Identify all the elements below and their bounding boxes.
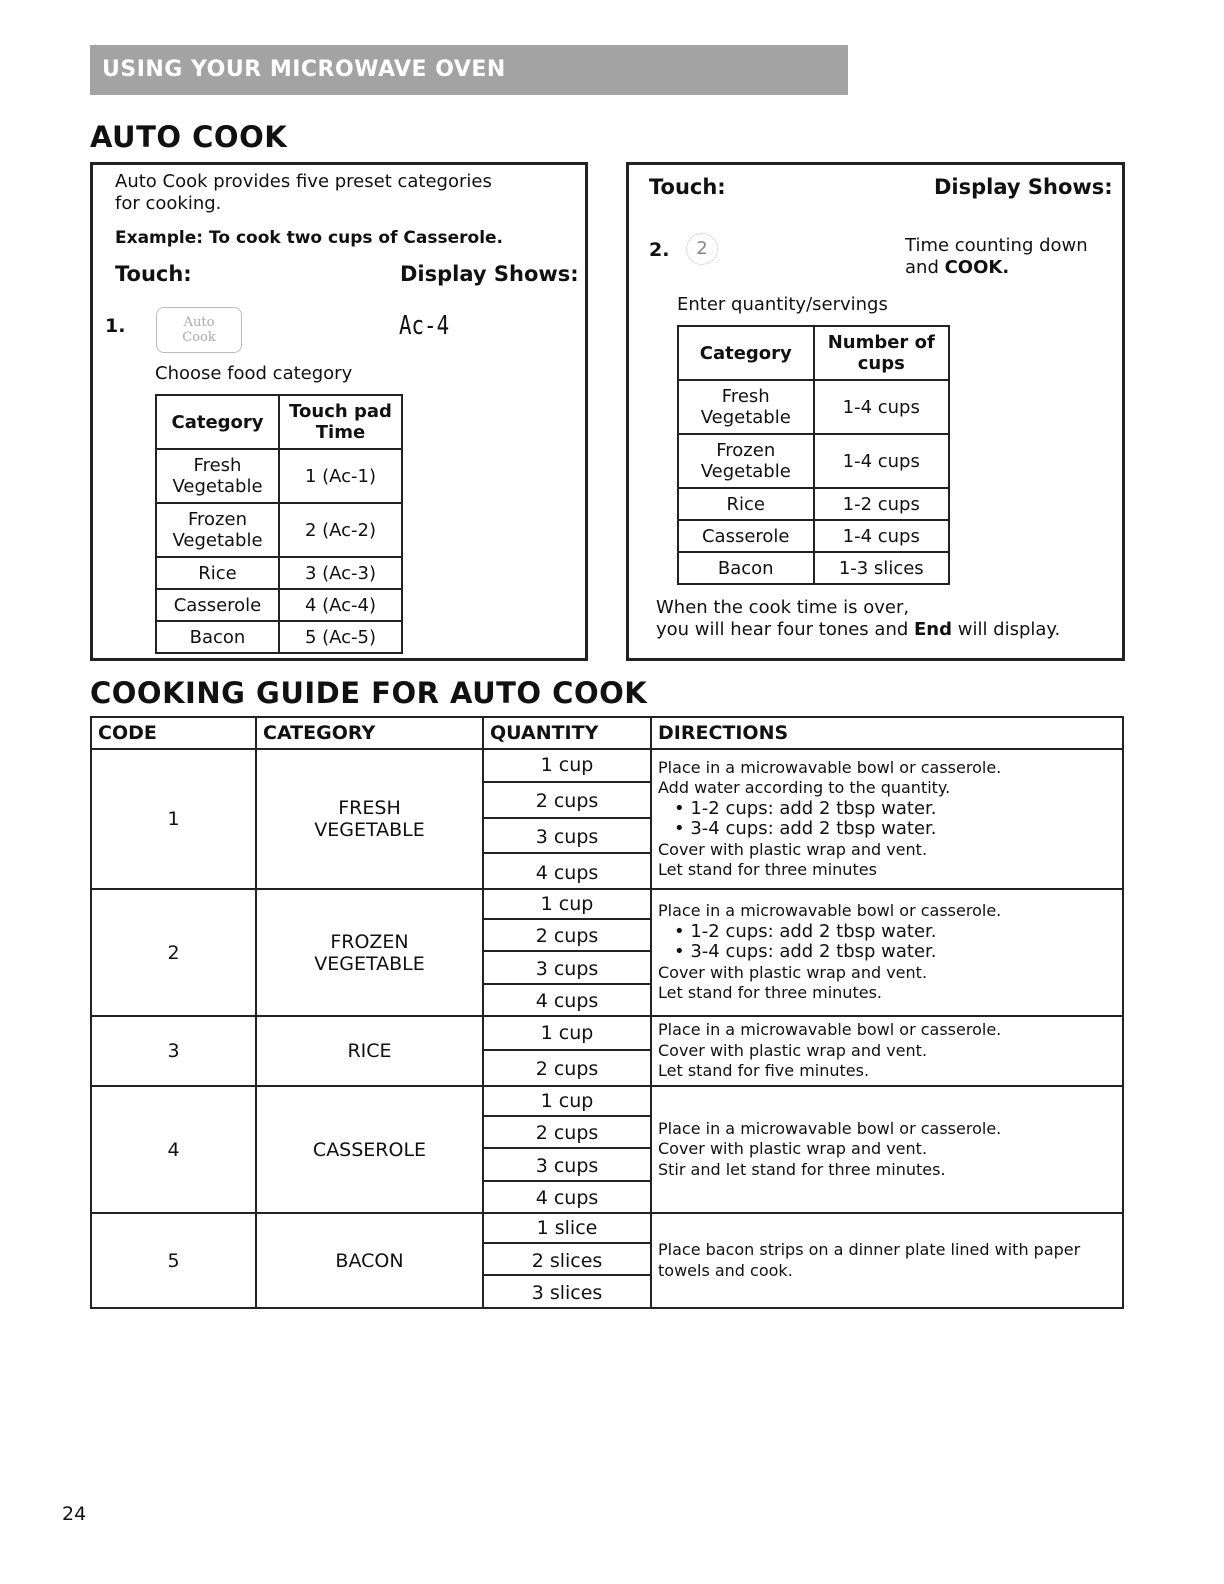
table-cell: 4 (Ac-4) [279,589,402,621]
page-number: 24 [62,1503,87,1525]
quantity-item: 1 slice [484,1214,650,1244]
quantity-item: 3 cups [484,822,650,855]
category-line: RICE [347,1040,392,1062]
display-text: Time counting down and [905,235,1088,278]
table-row [92,1212,1122,1307]
category-cell [257,750,484,888]
column-header: Category [678,326,814,380]
table-cell: 1-2 cups [814,488,950,520]
quantity-item: 3 slices [531,1282,603,1305]
direction-line: Cover with plastic wrap and vent. [658,1139,928,1159]
direction-line: Cover with plastic wrap and vent. [658,839,928,859]
button-label: Auto [183,315,215,330]
auto-cook-step1-box [90,162,588,661]
direction-line: Place in a microwavable bowl or casserole. [658,901,1002,921]
category-touchpad-table [155,394,403,654]
step-number: 1. [105,315,126,337]
quantity-item: 3 cups [484,1152,650,1182]
direction-line: Cover with plastic wrap and vent. [658,1040,928,1060]
directions-cell [652,1017,1122,1085]
table-cell: Casserole [678,520,814,552]
auto-cook-step2-box [626,162,1125,661]
number-2-button-icon: 2 [686,233,718,265]
cooking-guide-table [90,716,1124,1309]
display-readout: Ac-4 [399,311,450,341]
table-cell: 1-4 cups [814,380,950,434]
quantity-item: 1 cup [484,1087,650,1117]
table-cell: Bacon [156,621,279,653]
quantity-item: 2 slices [484,1247,650,1277]
touch-label: Touch: [115,262,192,286]
quantity-item: 1 cup [484,1017,650,1051]
table-header-row [92,718,1122,748]
code-cell: 3 [92,1017,257,1085]
direction-line: Cover with plastic wrap and vent. [658,962,928,982]
category-text [314,931,424,975]
end-text [656,597,1060,641]
category-text [347,1040,391,1062]
table-cell: Rice [678,488,814,520]
end-word: End [914,619,952,640]
table-cell: 3 (Ac-3) [279,557,402,589]
category-cell [257,890,484,1015]
table-cell [156,503,279,557]
display-label: Display Shows: [934,175,1113,199]
category-text [335,1250,403,1272]
table-cell: 1-3 slices [814,552,950,584]
table-row [156,557,402,589]
table-row [678,552,949,584]
code-cell: 1 [92,750,257,888]
cell-line: Vegetable [700,461,791,482]
category-line: FRESH [338,797,401,819]
table-row [678,520,949,552]
quantity-cell [484,750,652,888]
category-cell [257,1087,484,1212]
table-row [156,449,402,503]
table-row [678,380,949,434]
text: you will hear four tones and [656,619,914,640]
quantity-item: 4 cups [535,861,599,884]
intro-text: Auto Cook provides five preset categories for cooking. [115,171,492,214]
cook-word: COOK. [944,257,1010,278]
table-cell [678,434,814,488]
display-label: Display Shows: [400,262,579,286]
directions-cell [652,1087,1122,1212]
direction-line: • 3-4 cups: add 2 tbsp water. [674,818,937,839]
quantity-item: 3 cups [484,955,650,985]
auto-cook-button-icon [156,307,242,353]
table-cell: 1-4 cups [814,434,950,488]
directions-cell [652,1214,1122,1307]
end-text-line: When the cook time is over, [656,597,910,618]
touch-label: Touch: [649,175,726,199]
category-cell [257,1214,484,1307]
cooking-guide-title: COOKING GUIDE FOR AUTO COOK [90,676,648,710]
section-banner: USING YOUR MICROWAVE OVEN [90,45,848,95]
table-cell: Rice [156,557,279,589]
table-row [92,888,1122,1015]
end-text-line [656,619,1060,641]
quantity-item: 1 cup [484,890,650,920]
cell-line: Frozen [716,440,776,461]
quantity-cell [484,1214,652,1307]
header-directions: DIRECTIONS [658,722,789,744]
quantity-item: 4 cups [535,1187,599,1210]
table-row [156,621,402,653]
step2-caption: Enter quantity/servings [677,294,888,315]
table-row [156,503,402,557]
table-cell [156,449,279,503]
table-cell: Casserole [156,589,279,621]
direction-line: Place in a microwavable bowl or casserole. [658,1118,1002,1138]
header-category: CATEGORY [257,718,484,748]
direction-line: Let stand for five minutes. [658,1061,870,1081]
header-code: CODE [92,718,257,748]
category-line: VEGETABLE [314,819,425,841]
direction-line: • 1-2 cups: add 2 tbsp water. [674,920,937,942]
direction-line: Add water according to the quantity. [658,778,951,797]
direction-line: • 1-2 cups: add 2 tbsp water. [674,797,937,819]
table-row [156,589,402,621]
column-header: Category [156,395,279,449]
table-row [678,488,949,520]
table-cell [678,380,814,434]
header-quantity: QUANTITY [484,718,652,748]
code-cell: 5 [92,1214,257,1307]
table-cell: 5 (Ac-5) [279,621,402,653]
button-label: Cook [182,330,216,345]
category-text [313,1139,426,1161]
direction-line: Place in a microwavable bowl or casserole. [658,1020,1002,1040]
direction-line: • 3-4 cups: add 2 tbsp water. [674,941,937,963]
category-line: BACON [335,1249,404,1272]
directions-cell [652,890,1122,1015]
step-number: 2. [649,239,670,261]
table-row [92,1015,1122,1085]
table-row [92,748,1122,888]
table-cell: Bacon [678,552,814,584]
category-line: VEGETABLE [314,952,425,975]
quantity-cell [484,890,652,1015]
cell-line: Vegetable [700,407,791,428]
category-cups-table [677,325,950,585]
auto-cook-title: AUTO COOK [90,120,288,154]
quantity-item: 1 cup [484,750,650,783]
text: will display. [952,619,1061,640]
table-cell: 2 (Ac-2) [279,503,402,557]
quantity-cell [484,1017,652,1085]
table-header-row [678,326,949,380]
category-cell [257,1017,484,1085]
directions-cell [652,750,1122,888]
category-text [314,797,424,841]
direction-line: Let stand for three minutes. [658,983,882,1003]
table-cell: 1-4 cups [814,520,950,552]
table-cell: 1 (Ac-1) [279,449,402,503]
cell-line: Frozen [188,509,247,530]
cell-line: Fresh [721,386,770,407]
cell-line: Vegetable [172,476,263,497]
category-line: CASSEROLE [312,1138,427,1161]
direction-line: Let stand for three minutes [658,860,877,879]
column-header: Number of cups [814,326,950,380]
cell-line: Vegetable [172,530,263,551]
quantity-item: 2 cups [484,923,650,953]
quantity-item: 2 cups [535,1058,599,1081]
quantity-item: 4 cups [535,990,599,1013]
direction-line: Place bacon strips on a dinner plate lined with paper towels and cook. [658,1240,1081,1280]
example-text: Example: To cook two cups of Casserole. [115,228,504,248]
table-header-row [156,395,402,449]
step1-caption: Choose food category [155,363,353,384]
category-line: FROZEN [330,930,409,953]
quantity-cell [484,1087,652,1212]
direction-line: Stir and let stand for three minutes. [658,1159,946,1179]
direction-line: Place in a microwavable bowl or casserole. [658,757,1002,777]
column-header: Touch pad Time [279,395,402,449]
code-cell: 2 [92,890,257,1015]
cell-line: Fresh [193,455,242,476]
code-cell: 4 [92,1087,257,1212]
quantity-item: 2 cups [484,1120,650,1150]
table-row [92,1085,1122,1212]
table-row [678,434,949,488]
step2-display-text [905,235,1105,279]
quantity-item: 2 cups [484,786,650,819]
